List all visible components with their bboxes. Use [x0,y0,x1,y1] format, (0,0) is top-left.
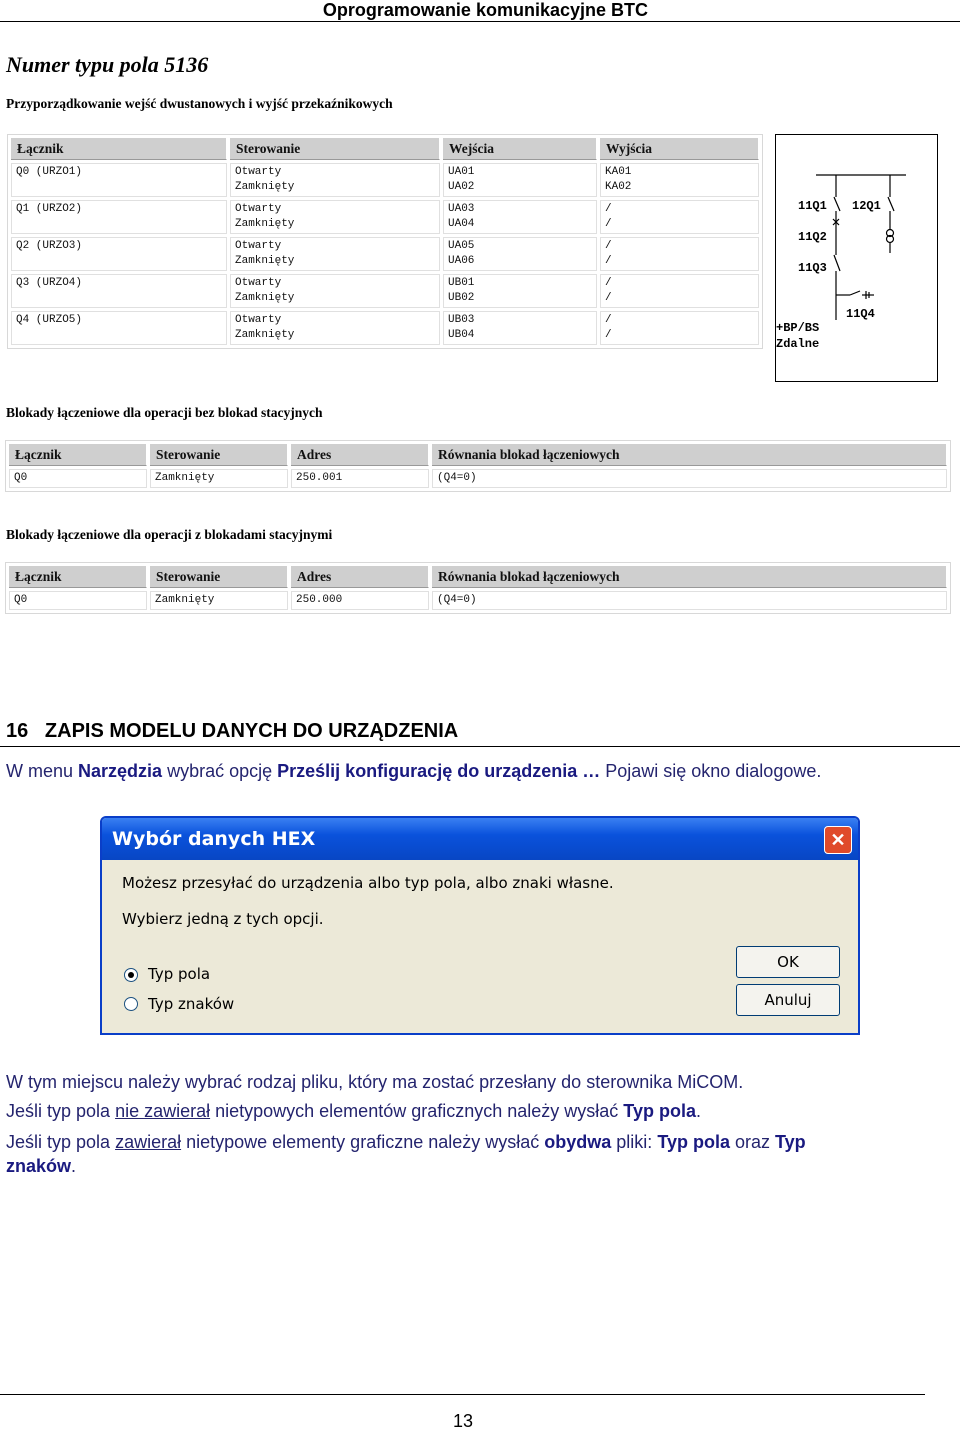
table-cell: (Q4=0) [432,591,947,610]
inputs-value: UA06 [448,255,475,267]
table-row [11,311,759,345]
col-header: Wejścia [443,138,597,160]
text: nietypowych elementów graficznych należy wysłać [210,1101,624,1121]
interlock1-table [5,440,951,492]
paragraph [6,1101,701,1122]
table-cell [11,200,227,234]
underlined-text: zawierał [115,1132,182,1152]
table-cell: Q0 [9,591,147,610]
inputs-value: UA02 [448,181,475,193]
diagram-label: 11Q4 [846,307,875,321]
switch-name: Q1 (URZO2) [16,203,83,215]
table-cell [600,237,759,271]
table-cell [443,237,597,271]
control-value: Zamknięty [235,329,295,341]
outputs-value: / [605,240,612,252]
text: pliki: [611,1132,658,1152]
outputs-value: / [605,314,612,326]
table-cell [11,311,227,345]
col-header: Sterowanie [150,444,288,466]
table-cell: 250.000 [291,591,429,610]
text: oraz [729,1132,776,1152]
outputs-value: / [605,255,612,267]
radio-typ-pola-label[interactable]: Typ pola [148,965,211,983]
section-rule [0,746,960,747]
table-cell: 250.001 [291,469,429,488]
field-diagram [775,134,938,382]
col-header: Łącznik [9,566,147,588]
dialog-title: Wybór danych HEX [112,828,316,850]
footer-rule [0,1394,925,1395]
text: Jeśli typ pola [6,1132,116,1152]
io-table [7,134,763,349]
control-value: Otwarty [235,203,282,215]
table-cell [230,274,440,308]
col-header: Adres [291,444,429,466]
close-icon[interactable]: ✕ [824,826,852,854]
text: Jeśli typ pola [6,1101,116,1121]
radio-typ-znakow[interactable] [124,997,138,1011]
table-row [11,237,759,271]
outputs-value: / [605,218,612,230]
header-rule [0,21,960,22]
col-header: Wyjścia [600,138,759,160]
diagram-label: Zdalne [776,337,820,351]
text: . [695,1101,701,1121]
table-cell [600,274,759,308]
form-heading: Numer typu pola 5136 [6,52,209,77]
diagram-label: 11Q3 [798,261,827,275]
table-row [11,200,759,234]
inputs-value: UB04 [448,329,475,341]
table-cell [230,200,440,234]
table-cell: Q0 [9,469,147,488]
table-cell [230,311,440,345]
intro-text: Pojawi się okno dialogowe. [600,761,822,781]
dialog-instruction: Wybierz jedną z tych opcji. [122,910,324,928]
bold-text: obydwa [544,1132,612,1152]
table-row [11,163,759,197]
text: . [71,1156,77,1176]
radio-typ-pola[interactable] [124,968,138,982]
table-cell [230,163,440,197]
inputs-value: UB01 [448,277,475,289]
outputs-value: KA01 [605,166,632,178]
outputs-value: / [605,203,612,215]
table-cell: (Q4=0) [432,469,947,488]
control-value: Otwarty [235,277,282,289]
inputs-value: UA04 [448,218,475,230]
bold-text: Typ pola [623,1101,696,1121]
table-cell [11,237,227,271]
page-number: 13 [453,1411,474,1429]
control-value: Zamknięty [235,218,295,230]
switch-name: Q0 (URZO1) [16,166,83,178]
table-cell [600,163,759,197]
switch-name: Q3 (URZO4) [16,277,83,289]
header-title: Oprogramowanie komunikacyjne BTC [322,0,648,20]
bold-text: Typ pola [657,1132,730,1152]
intro-text: W menu [6,761,79,781]
intro-text: wybrać opcję [162,761,278,781]
bold-text: znaków [6,1156,72,1176]
control-value: Zamknięty [235,292,295,304]
hex-dialog [100,816,860,1035]
interlock2-caption: Blokady łączeniowe dla operacji z blokadami stacyjnymi [6,527,333,542]
col-header: Łącznik [9,444,147,466]
dialog-titlebar [102,818,858,860]
underlined-text: nie zawierał [115,1101,211,1121]
table-cell: Zamknięty [150,469,288,488]
outputs-value: KA02 [605,181,632,193]
table-cell [443,274,597,308]
inputs-value: UA01 [448,166,475,178]
section-heading: 16 ZAPIS MODELU DANYCH DO URZĄDZENIA [6,720,459,742]
cancel-button[interactable]: Anuluj [736,984,840,1016]
control-value: Zamknięty [235,255,295,267]
table-cell [600,200,759,234]
table-cell [11,163,227,197]
table-row [11,274,759,308]
diagram-label: 11Q2 [798,230,827,244]
single-line-diagram [776,135,939,383]
switch-name: Q4 (URZO5) [16,314,83,326]
radio-typ-znakow-label[interactable]: Typ znaków [148,995,235,1013]
col-header: Sterowanie [150,566,288,588]
paragraph [6,1130,946,1178]
table-cell [443,311,597,345]
table-cell [443,200,597,234]
switch-name: Q2 (URZO3) [16,240,83,252]
table-cell [230,237,440,271]
bold-text: Typ [775,1132,806,1152]
table-cell: Zamknięty [150,591,288,610]
col-header: Sterowanie [230,138,440,160]
col-header: Łącznik [11,138,227,160]
interlock2-table [5,562,951,614]
diagram-label: 11Q1 [798,199,827,213]
control-value: Otwarty [235,314,282,326]
menu-name: Narzędzia [78,761,163,781]
text: nietypowe elementy graficzne należy wysłać [181,1132,545,1152]
inputs-value: UB02 [448,292,475,304]
outputs-value: / [605,329,612,341]
control-value: Otwarty [235,166,282,178]
inputs-value: UA03 [448,203,475,215]
io-caption: Przyporządkowanie wejść dwustanowych i wyjść przekaźnikowych [6,96,393,111]
control-value: Zamknięty [235,181,295,193]
col-header: Równania blokad łączeniowych [432,566,947,588]
dialog-message: Możesz przesyłać do urządzenia albo typ pola, albo znaki własne. [122,874,614,892]
table-cell [443,163,597,197]
col-header: Równania blokad łączeniowych [432,444,947,466]
outputs-value: / [605,292,612,304]
option-name: Prześlij konfigurację do urządzenia … [277,761,601,781]
diagram-label: +BP/BS [776,321,820,335]
inputs-value: UB03 [448,314,475,326]
paragraph: W tym miejscu należy wybrać rodzaj pliku, który ma zostać przesłany do sterownika MiCOM. [6,1072,744,1092]
table-cell [600,311,759,345]
table-cell [11,274,227,308]
control-value: Otwarty [235,240,282,252]
col-header: Adres [291,566,429,588]
ok-button[interactable]: OK [736,946,840,978]
diagram-label: 12Q1 [852,199,881,213]
interlock1-caption: Blokady łączeniowe dla operacji bez blokad stacyjnych [6,405,323,420]
section-intro [6,761,821,782]
inputs-value: UA05 [448,240,475,252]
outputs-value: / [605,277,612,289]
